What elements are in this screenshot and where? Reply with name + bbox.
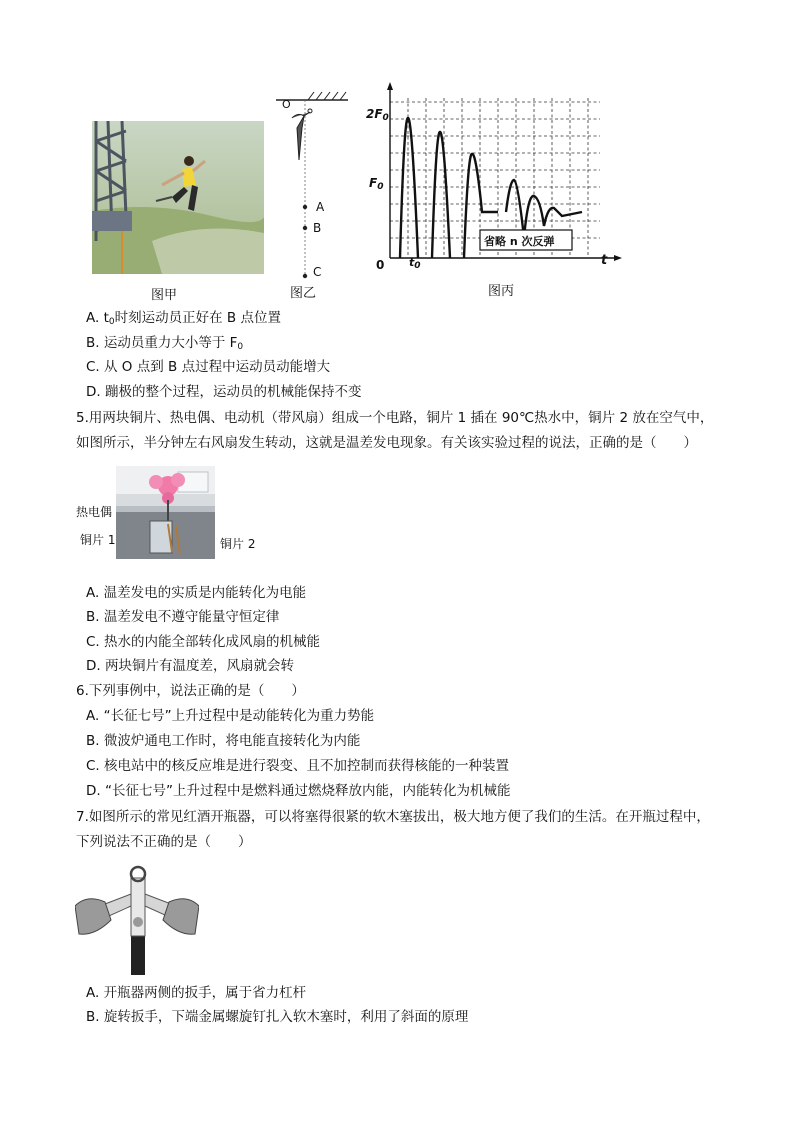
- q6-option-b: B. 微波炉通电工作时，将电能直接转化为内能: [86, 733, 361, 749]
- corkscrew-photo: [75, 864, 199, 975]
- axis-tick-t0: $t_0$: [409, 256, 421, 271]
- q5-option-d: D. 两块铜片有温度差，风扇就会转: [86, 658, 294, 674]
- figure-caption-bing: 图丙: [488, 284, 515, 299]
- thermo-generator-photo: [116, 466, 215, 559]
- label-copper-1: 铜片 1: [80, 533, 116, 547]
- label-thermocouple: 热电偶: [76, 505, 113, 519]
- q5-stem-line2: 如图所示，半分钟左右风扇发生转动，这就是温差发电现象。有关该实验过程的说法，正确的是（ ）: [76, 435, 697, 451]
- label-b: B: [313, 221, 322, 235]
- axis-origin: 0: [376, 258, 385, 272]
- q7-stem-line2: 下列说法不正确的是（ ）: [76, 834, 252, 850]
- figure-caption-yi: 图乙: [290, 286, 317, 301]
- axis-label-t: t: [601, 253, 608, 268]
- label-o: O: [282, 98, 291, 111]
- q5-option-b: B. 温差发电不遵守能量守恒定律: [86, 609, 280, 625]
- q6-option-a: A. “长征七号”上升过程中是动能转化为重力势能: [86, 708, 375, 724]
- label-c: C: [313, 265, 322, 279]
- q6-option-c: C. 核电站中的核反应堆是进行裂变、且不加控制而获得核能的一种装置: [86, 758, 510, 774]
- q5-stem-line1: 5.用两块铜片、热电偶、电动机（带风扇）组成一个电路，铜片 1 插在 90℃热水中，铜片 2 放在空气中，: [76, 410, 714, 426]
- q4-option-a: A. $t_0$时刻运动员正好在 B 点位置: [86, 310, 281, 327]
- q7-stem-line1: 7.如图所示的常见红酒开瓶器，可以将塞得很紧的软木塞拔出，极大地方便了我们的生活。在开瓶过程中，: [76, 809, 710, 825]
- q7-option-a: A. 开瓶器两侧的扳手，属于省力杠杆: [86, 985, 307, 1001]
- q4-option-b: B. 运动员重力大小等于 $F_0$: [86, 335, 244, 352]
- q4-option-d: D. 蹦极的整个过程，运动员的机械能保持不变: [86, 384, 362, 400]
- axis-tick-2f0: $2F_0$: [366, 107, 389, 123]
- axis-tick-f0: $F_0$: [369, 176, 384, 192]
- q5-option-a: A. 温差发电的实质是内能转化为电能: [86, 585, 307, 601]
- label-a: A: [316, 200, 325, 214]
- bungee-photo: [92, 121, 264, 274]
- q5-option-c: C. 热水的内能全部转化成风扇的机械能: [86, 634, 321, 650]
- q7-option-b: B. 旋转扳手，下端金属螺旋钉扎入软木塞时，利用了斜面的原理: [86, 1009, 469, 1025]
- force-time-graph: [360, 80, 630, 280]
- q6-option-d: D. “长征七号”上升过程中是燃料通过燃烧释放内能，内能转化为机械能: [86, 783, 511, 799]
- figure-caption-jia: 图甲: [151, 288, 178, 303]
- label-copper-2: 铜片 2: [220, 537, 256, 551]
- bungee-diagram: [268, 88, 350, 284]
- graph-note: 省略 n 次反弹: [484, 235, 555, 248]
- q4-option-c: C. 从 O 点到 B 点过程中运动员动能增大: [86, 359, 331, 375]
- q6-stem: 6.下列事例中，说法正确的是（ ）: [76, 683, 305, 699]
